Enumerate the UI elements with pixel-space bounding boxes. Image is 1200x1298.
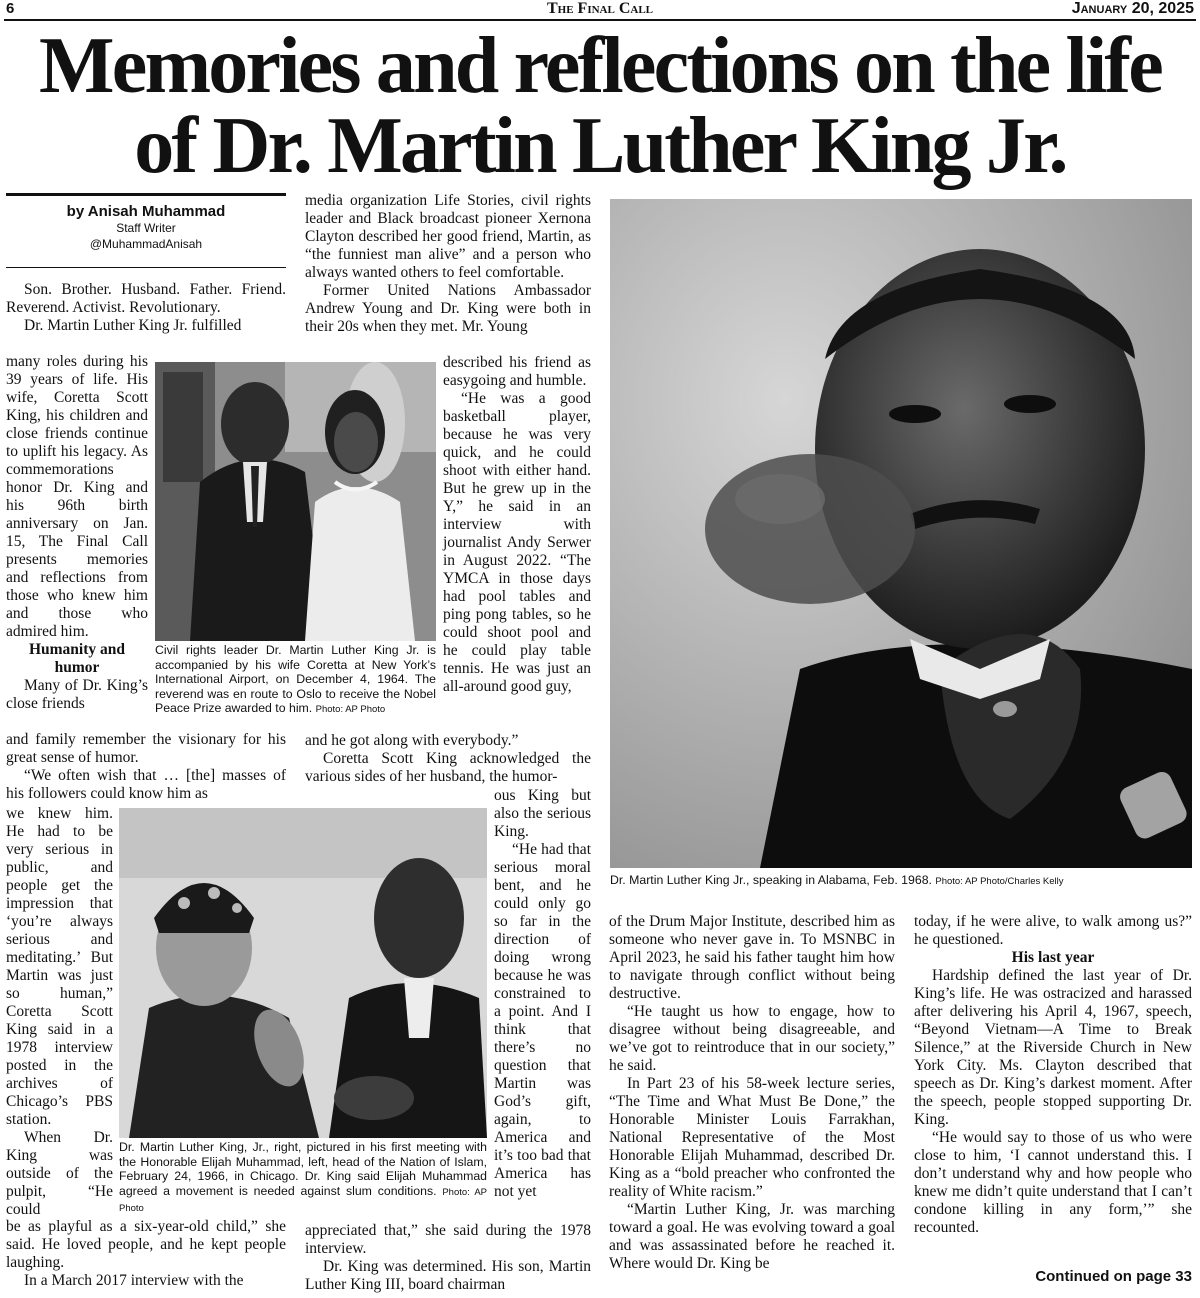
photo-king-portrait-pointing — [610, 199, 1192, 868]
paragraph: In Part 23 of his 58-week lecture series, “The Time and What Must Be Done,” the Honorable Minister Louis Farrakhan, National Representative of the Most Honorable Elijah Muhammad, described Dr. King as a “bold preacher who confronted the reality of White racism.” — [609, 1075, 895, 1200]
continued-on-page: Continued on page 33 — [1035, 1268, 1192, 1285]
paragraph: “Martin Luther King, Jr. was marching toward a goal. He was evolving toward a goal and was assassinated before he reached it. Where would Dr. King be — [609, 1201, 895, 1272]
publication-name: The Final Call — [546, 0, 654, 17]
photo-credit: Photo: AP Photo — [315, 704, 386, 715]
byline — [6, 203, 286, 252]
paragraph: today, if he were alive, to walk among us?” he questioned. — [914, 913, 1192, 948]
author-role: Staff Writer — [116, 221, 176, 235]
paragraph: and family remember the visionary for his great sense of humor. — [6, 731, 286, 766]
column-1-narrow-2 — [6, 805, 113, 1219]
caption-text: Dr. Martin Luther King Jr., speaking in Alabama, Feb. 1968. — [610, 873, 932, 887]
paragraph: In a March 2017 interview with the — [24, 1272, 244, 1289]
photo-king-and-elijah-muhammad — [119, 808, 487, 1138]
paragraph: Dr. Martin Luther King Jr. fulfilled — [24, 317, 242, 334]
paragraph: of the Drum Major Institute, described him as someone who never gave in. To MSNBC in April 2023, he said his father taught him how to navigate through conflict without being destructive. — [609, 913, 895, 1002]
paragraph: appreciated that,” she said during the 1978 interview. — [305, 1222, 591, 1257]
paragraph: media organization Life Stories, civil rights leader and Black broadcast pioneer Xernona Clayton described her good friend, Martin, as “the funniest man alive” and a person who always wanted others to feel comfortable. — [305, 192, 591, 281]
column-1-bottom — [6, 1218, 286, 1290]
paragraph: and he got along with everybody.” — [305, 732, 519, 749]
caption-text: Dr. Martin Luther King, Jr., right, pictured in his first meeting with the Honorable Elijah Muhammad, left, head of the Nation of Islam, February 24, 1966, in Chicago. Dr. King said Elijah Muhammad agreed a movement is needed against slum conditions. — [119, 1140, 487, 1198]
top-rule — [4, 19, 1196, 21]
byline-top-rule — [6, 193, 286, 196]
caption-meeting — [119, 1140, 487, 1217]
page-number: 6 — [6, 0, 15, 17]
issue-date: January 20, 2025 — [1071, 0, 1194, 17]
paragraph: many roles during his 39 years of life. His wife, Coretta Scott King, his children and close friends continue to uplift his legacy. As commemorations honor Dr. King and his 96th birth anniversary on Jan. 15, The Final Call presents memories and reflections from those who knew him and those who admired him. — [6, 353, 148, 640]
column-2-narrow — [443, 354, 591, 696]
headline-line-2: of Dr. Martin Luther King Jr. — [134, 102, 1066, 190]
paragraph: described his friend as easygoing and humble. — [443, 354, 591, 389]
headline-line-1: Memories and reflections on the life — [39, 22, 1161, 110]
column-4 — [914, 913, 1192, 1237]
caption-couple — [155, 643, 436, 718]
paragraph: When Dr. King was outside of the pulpit, “He could — [6, 1129, 113, 1218]
column-2-mid — [305, 732, 591, 786]
paragraph: ous King but also the serious King. — [494, 787, 591, 840]
column-1-narrow — [6, 353, 148, 713]
paragraph: “He had that serious moral bent, and he could only go so far in the direction of doing wrong because he was constrained to a point. And I think that there’s no question that Martin was God’s gift, again, to America and it’s too bad that America has not yet — [494, 841, 591, 1200]
photo-credit: Photo: AP Photo/Charles Kelly — [935, 876, 1064, 887]
paragraph: Many of Dr. King’s close friends — [6, 677, 148, 712]
column-2-bottom — [305, 1222, 591, 1294]
subhead-humanity-and-humor: Humanity and humor — [28, 641, 126, 676]
paragraph: Former United Nations Ambassador Andrew Young and Dr. King were both in their 20s when they met. Mr. Young — [305, 282, 591, 335]
paragraph: Hardship defined the last year of Dr. King’s life. He was ostracized and harassed after delivering his April 4, 1967, speech, “Beyond Vietnam—A Time to Break Silence,” at the Riverside Church in New York City. Ms. Clayton described that speech as Dr. King’s darkest moment. After the speech, people stopped supporting Dr. King. — [914, 967, 1192, 1128]
paragraph: “We often wish that … [the] masses of his followers could know him as — [6, 767, 286, 802]
subhead-his-last-year: His last year — [1011, 949, 1095, 966]
paragraph: Dr. King was determined. His son, Martin Luther King III, board chairman — [305, 1258, 591, 1293]
column-2-top — [305, 192, 591, 336]
author-name: by Anisah Muhammad — [66, 203, 226, 220]
paragraph: Coretta Scott King acknowledged the various sides of her husband, the humor- — [305, 750, 591, 785]
byline-bottom-rule — [6, 267, 286, 268]
column-3 — [609, 913, 895, 1273]
caption-portrait — [610, 873, 1192, 890]
column-2-narrow-2 — [494, 787, 591, 1201]
column-1-top — [6, 281, 286, 335]
headline — [0, 22, 1200, 190]
paragraph: be as playful as a six-year-old child,” she said. He loved people, and he kept people laughing. — [6, 1218, 286, 1271]
paragraph: “He taught us how to engage, how to disagree without being disagreeable, and we’ve got to reintroduce that in our society,” he said. — [609, 1003, 895, 1074]
photo-king-and-coretta — [155, 362, 436, 641]
paragraph: we knew him. He had to be very serious in public, and people get the impression that ‘you’re always serious and meditating.’ But Martin was just so human,” Coretta Scott King said in a 1978 interview posted in the archives of Chicago’s PBS station. — [6, 805, 113, 1128]
caption-text: Civil rights leader Dr. Martin Luther King Jr. is accompanied by his wife Coretta at New York’s International Airport, on December 4, 1964. The reverend was en route to Oslo to receive the Nobel Peace Prize awarded to him. — [155, 643, 436, 715]
paragraph: “He was a good basketball player, because he was very quick, and he could shoot with either hand. But he grew up in the Y,” he said in an interview with journalist Andy Serwer in August 2022. “The YMCA in those days had pool tables and ping pong tables, so he could shoot pool and he could play table tennis. He was just an all-around good guy, — [443, 390, 591, 695]
paragraph: “He would say to those of us who were close to him, ‘I cannot understand this. I don’t understand why and how people who knew me didn’t quite understand that I can’t condone killing in any form,’” she recounted. — [914, 1129, 1192, 1236]
column-1-mid — [6, 731, 286, 803]
author-handle: @MuhammadAnisah — [89, 237, 203, 251]
photo-credit: Photo: AP Photo — [119, 1186, 487, 1214]
paragraph: Son. Brother. Husband. Father. Friend. Reverend. Activist. Revolutionary. — [6, 281, 286, 316]
